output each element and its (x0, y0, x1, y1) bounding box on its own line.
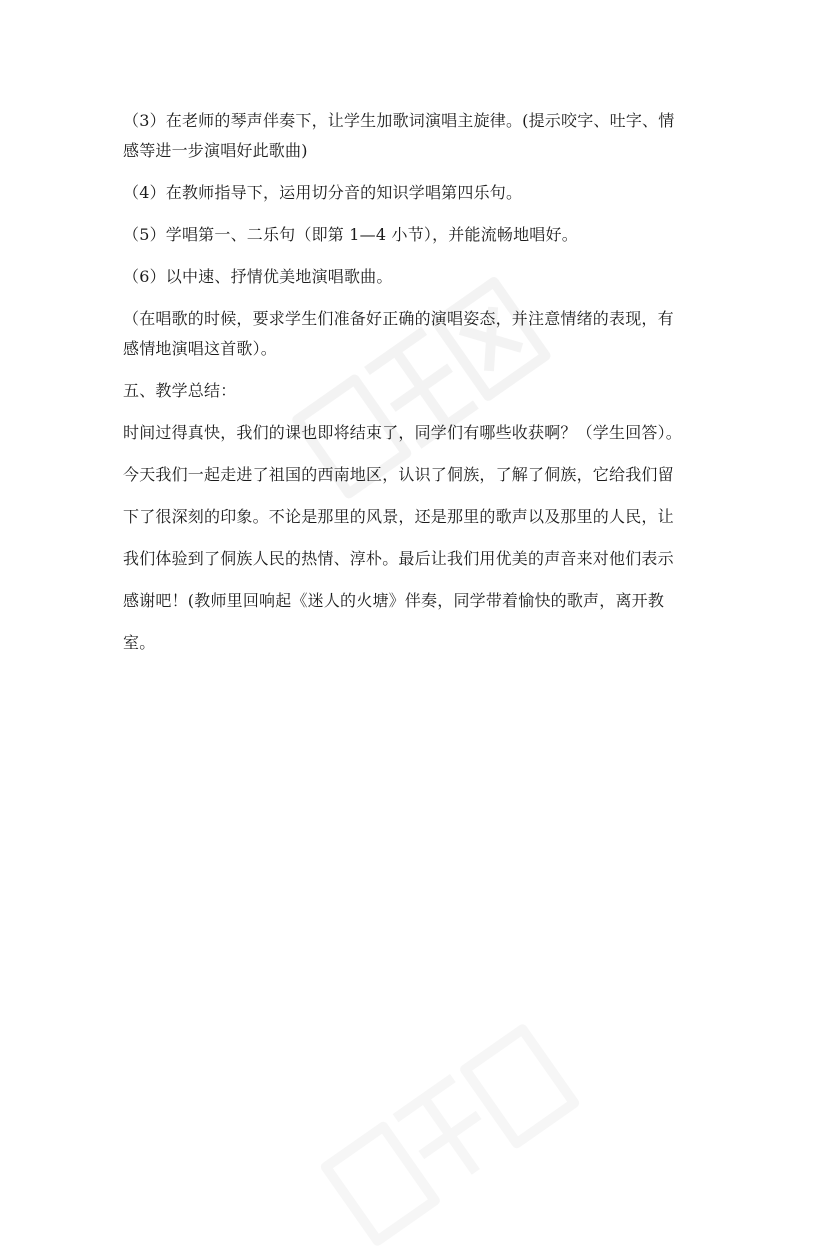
text-line: （3）在老师的琴声伴奏下，让学生加歌词演唱主旋律。(提示咬字、吐字、情 (123, 111, 675, 130)
watermark-stamp-bottom (312, 1015, 588, 1254)
text-line: 下了很深刻的印象。不论是那里的风景，还是那里的歌声以及那里的人民，让 (123, 507, 674, 526)
text-line: （在唱歌的时候，要求学生们准备好正确的演唱姿态，并注意情绪的表现，有 (123, 309, 674, 328)
text-line: （5）学唱第一、二乐句（即第 1—4 小节），并能流畅地唱好。 (123, 225, 578, 244)
paragraph-step-6 (123, 262, 713, 292)
paragraph-step-5 (123, 220, 713, 250)
text-line: 感情地演唱这首歌）。 (123, 339, 278, 358)
paragraph-step-4 (123, 178, 713, 208)
text-line: （6）以中速、抒情优美地演唱歌曲。 (123, 267, 393, 286)
paragraph-step-3 (123, 106, 713, 166)
text-line: 我们体验到了侗族人民的热情、淳朴。最后让我们用优美的声音来对他们表示 (123, 549, 674, 568)
text-line: （4）在教师指导下，运用切分音的知识学唱第四乐句。 (123, 183, 523, 202)
paragraph-summary (123, 418, 713, 658)
paragraph-singing-note (123, 304, 713, 364)
text-line: 今天我们一起走进了祖国的西南地区，认识了侗族，了解了侗族，它给我们留 (123, 465, 674, 484)
text-line: 感谢吧！(教师里回响起《迷人的火塘》伴奏，同学带着愉快的歌声，离开教 (123, 591, 665, 610)
section-heading: 五、教学总结： (123, 381, 237, 400)
document-body (123, 106, 713, 658)
text-line: 室。 (123, 633, 156, 652)
text-line: 时间过得真快，我们的课也即将结束了，同学们有哪些收获啊？（学生回答）。 (123, 423, 683, 442)
section-heading-summary (123, 376, 713, 406)
text-line: 感等进一步演唱好此歌曲) (123, 141, 308, 160)
